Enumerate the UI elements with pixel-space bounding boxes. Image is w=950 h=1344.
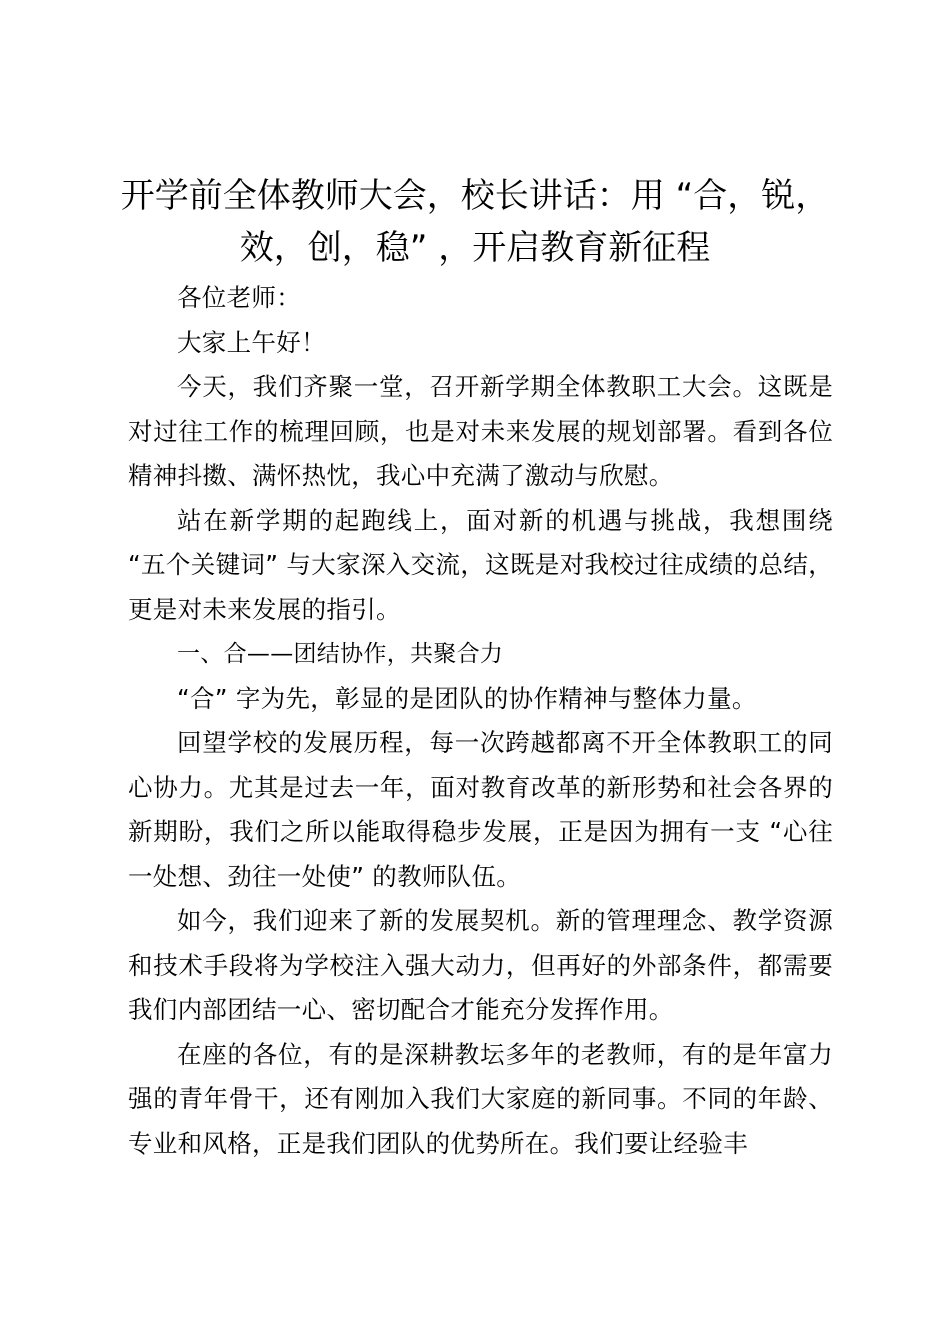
section-heading-1: 一、合——团结协作，共聚合力 xyxy=(177,641,504,667)
document-body xyxy=(128,276,833,1166)
paragraph-history: 回望学校的发展历程，每一次跨越都离不开全体教职工的同心协力。尤其是过去一年，面对教育改革的新形势和社会各界的新期盼，我们之所以能取得稳步发展，正是因为拥有一支 “心往一处想、劲往一处使” 的教师队伍。 xyxy=(128,728,833,891)
greeting: 大家上午好！ xyxy=(177,327,326,357)
paragraph-opportunity: 如今，我们迎来了新的发展契机。新的管理理念、教学资源和技术手段将为学校注入强大动力，但再好的外部条件，都需要我们内部团结一心、密切配合才能充分发挥作用。 xyxy=(128,906,833,1024)
paragraph-intro: 今天，我们齐聚一堂，召开新学期全体教职工大会。这既是对过往工作的梳理回顾，也是对未来发展的规划部署。看到各位精神抖擞、满怀热忱，我心中充满了激动与欣慰。 xyxy=(128,372,833,490)
salutation: 各位老师： xyxy=(177,283,301,312)
document-title: 开学前全体教师大会，校长讲话：用 “合，锐，效，创，稳” ，开启教育新征程 xyxy=(120,176,830,268)
paragraph-team: 在座的各位，有的是深耕教坛多年的老教师，有的是年富力强的青年骨干，还有刚加入我们大家庭的新同事。不同的年龄、专业和风格，正是我们团队的优势所在。我们要让经验丰 xyxy=(128,1039,833,1158)
paragraph-keywords: 站在新学期的起跑线上，面对新的机遇与挑战，我想围绕 “五个关键词” 与大家深入交流，这既是对我校过往成绩的总结，更是对未来发展的指引。 xyxy=(128,505,833,624)
paragraph-he-intro: “合” 字为先，彰显的是团队的协作精神与整体力量。 xyxy=(177,683,757,713)
